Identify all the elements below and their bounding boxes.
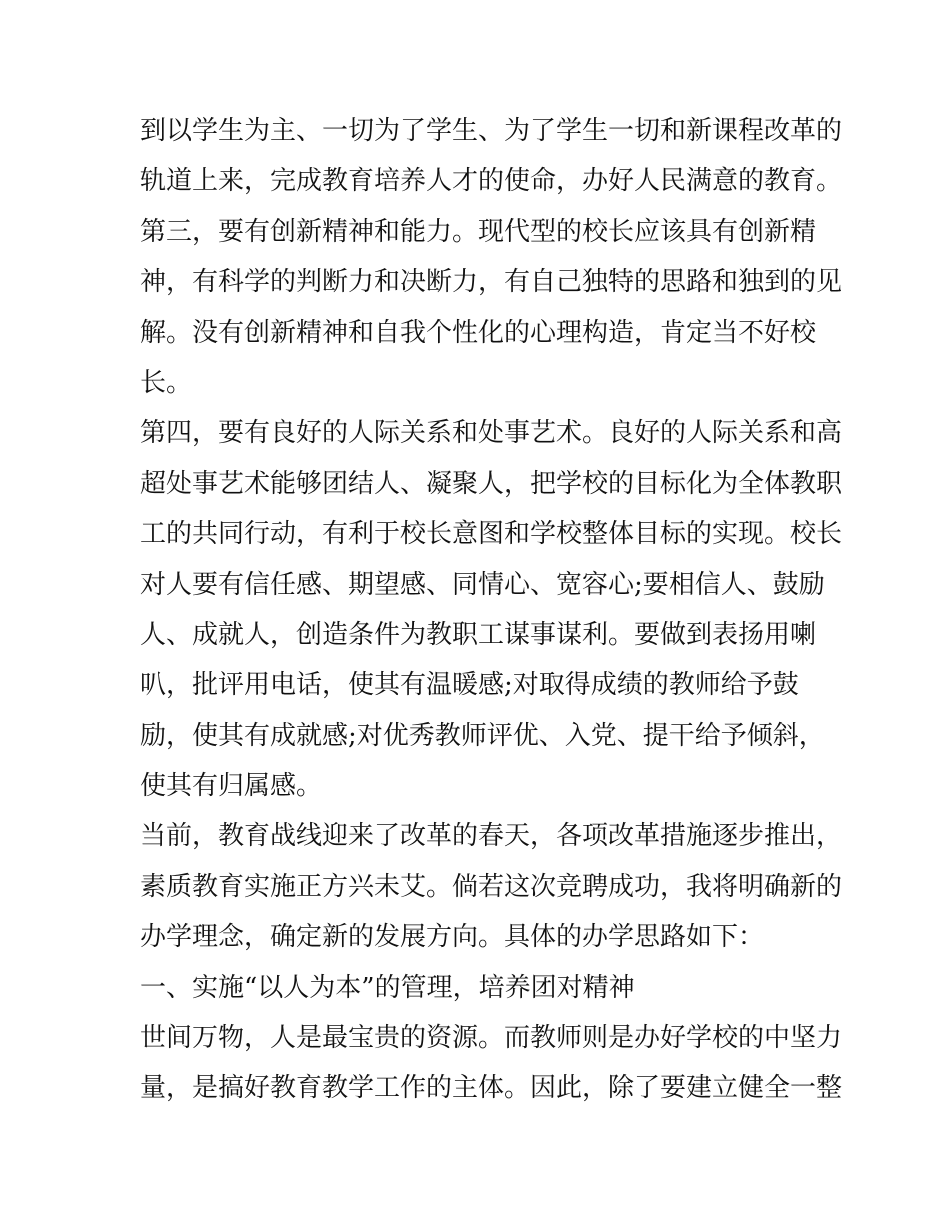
text-line: 人、成就人，创造条件为教职工谋事谋利。要做到表扬用喇 xyxy=(140,619,817,650)
text-line: 励，使其有成就感;对优秀教师评优、入党、提干给予倾斜， xyxy=(140,720,825,751)
text-line: 超处事艺术能够团结人、凝聚人，把学校的目标化为全体教职 xyxy=(140,468,843,499)
text-line: 第三，要有创新精神和能力。现代型的校长应该具有创新精 xyxy=(140,216,817,247)
text-line: 长。 xyxy=(140,367,193,398)
text-line: 解。没有创新精神和自我个性化的心理构造，肯定当不好校 xyxy=(140,317,817,348)
section-heading: 一、实施“以人为本”的管理，培养团对精神 xyxy=(140,972,635,1003)
text-line: 到以学生为主、一切为了学生、为了学生一切和新课程改革的 xyxy=(140,116,843,146)
text-line: 神，有科学的判断力和决断力，有自己独特的思路和独到的见 xyxy=(140,267,843,298)
text-line: 第四，要有良好的人际关系和处事艺术。良好的人际关系和高 xyxy=(140,418,843,449)
text-line: 当前，教育战线迎来了改革的春天，各项改革措施逐步推出， xyxy=(140,821,843,852)
text-line: 办学理念，确定新的发展方向。具体的办学思路如下： xyxy=(140,922,765,953)
document-body xyxy=(140,106,843,1114)
text-line: 素质教育实施正方兴未艾。倘若这次竞聘成功，我将明确新的 xyxy=(140,871,843,902)
text-line: 使其有归属感。 xyxy=(140,771,323,802)
text-line: 量，是搞好教育教学工作的主体。因此，除了要建立健全一整 xyxy=(140,1073,843,1104)
text-line: 叭，批评用电话，使其有温暖感;对取得成绩的教师给予鼓 xyxy=(140,670,799,701)
text-line: 对人要有信任感、期望感、同情心、宽容心;要相信人、鼓励 xyxy=(140,569,825,600)
text-line: 工的共同行动，有利于校长意图和学校整体目标的实现。校长 xyxy=(140,519,843,550)
text-line: 世间万物，人是最宝贵的资源。而教师则是办好学校的中坚力 xyxy=(140,1023,843,1054)
text-line: 轨道上来，完成教育培养人才的使命，办好人民满意的教育。 xyxy=(140,166,843,197)
